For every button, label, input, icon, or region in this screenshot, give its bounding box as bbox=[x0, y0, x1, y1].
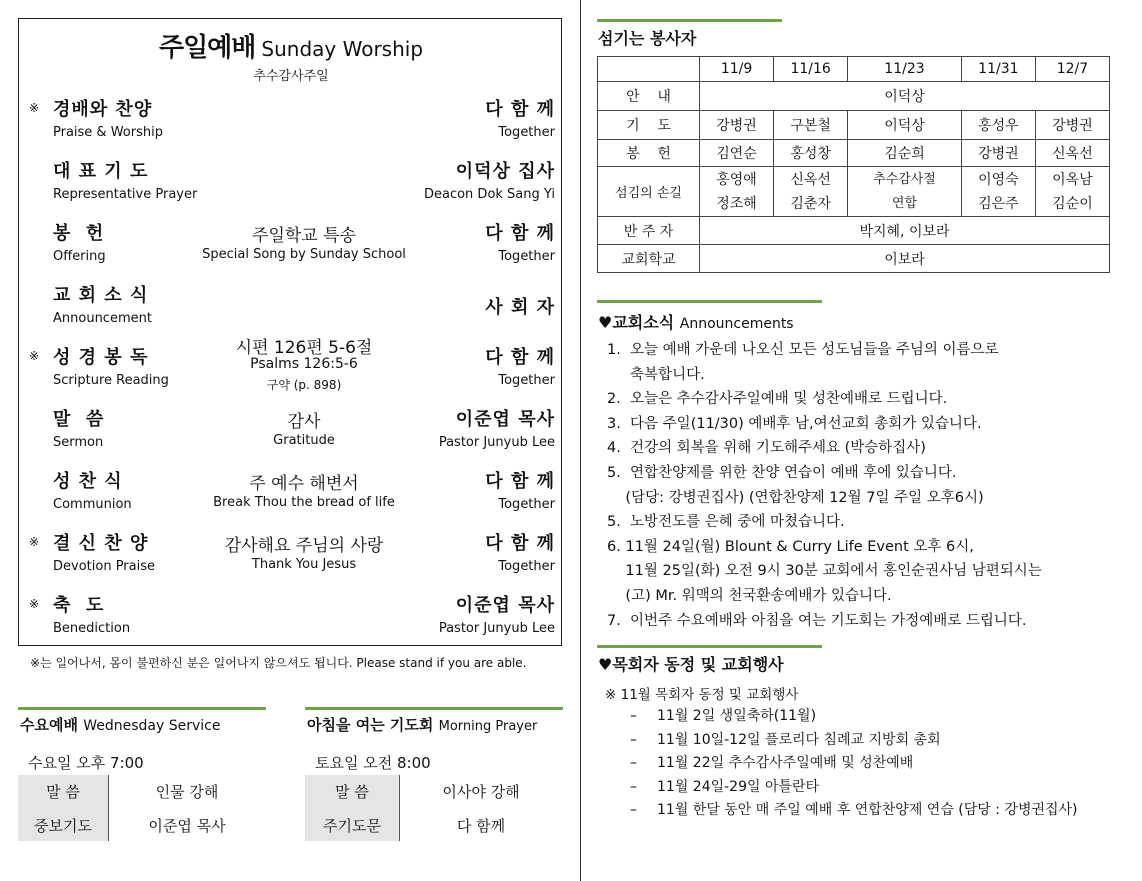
hands-name: 김은주 bbox=[978, 195, 1019, 212]
hands-name: 추수감사절 bbox=[873, 171, 936, 187]
item-detail-en: Break Thou the bread of life bbox=[213, 495, 395, 510]
offering-label: 봉 헌 bbox=[598, 140, 700, 167]
pastor-item: – 11월 10일-12일 플로리다 침례교 지방회 총회 bbox=[630, 731, 941, 748]
item-leader-ko: 다 함 께 bbox=[485, 223, 555, 244]
worship-order-box bbox=[18, 18, 562, 646]
announcement-line: 6. 11월 24일(월) Blount & Curry Life Event 오후 6시, bbox=[607, 538, 974, 555]
hands-name: 연합 bbox=[891, 195, 918, 211]
worship-item bbox=[19, 591, 563, 651]
hands-cell bbox=[1035, 167, 1109, 217]
worship-item bbox=[19, 157, 563, 217]
hands-name: 이영숙 bbox=[978, 171, 1019, 188]
item-title-en: Representative Prayer bbox=[53, 187, 198, 202]
hands-name: 신옥선 bbox=[790, 171, 831, 188]
item-detail-ko: 주일학교 특송 bbox=[252, 226, 356, 246]
date-cell: 11/16 bbox=[774, 57, 848, 82]
item-detail-ko: 감사 bbox=[287, 412, 321, 432]
announcements-bar bbox=[597, 300, 822, 303]
pastor-item: – 11월 22일 추수감사주일예배 및 성찬예배 bbox=[630, 755, 914, 771]
morning-time: 토요일 오전 8:00 bbox=[315, 754, 431, 772]
announcement-line: 1. 오늘 예배 가운데 나오신 모든 성도님들을 주님의 이름으로 bbox=[607, 342, 999, 358]
wednesday-table bbox=[18, 775, 266, 841]
servants-title: 섬기는 봉사자 bbox=[598, 29, 697, 48]
pastor-bar bbox=[597, 645, 822, 648]
hands-name: 이옥남 bbox=[1052, 171, 1093, 188]
item-title-ko: 성 경 봉 독 bbox=[53, 347, 149, 368]
worship-item bbox=[19, 281, 563, 341]
servants-dates-row bbox=[598, 57, 1110, 82]
item-title-en: Benediction bbox=[53, 621, 131, 636]
hands-name: 정조해 bbox=[716, 195, 757, 212]
morning-title-ko: 아침을 여는 기도회 bbox=[307, 716, 434, 734]
usher-label: 안 내 bbox=[598, 82, 700, 111]
worship-subtitle: 추수감사주일 bbox=[253, 69, 329, 84]
pastor-item: – 11월 한달 동안 매 주일 예배 후 연합찬양제 연습 (담당 : 강병권집사) bbox=[630, 802, 1078, 818]
item-leader-en: Together bbox=[498, 497, 555, 512]
item-leader-ko: 이준엽 목사 bbox=[455, 409, 555, 430]
item-title-ko: 말 씀 bbox=[53, 409, 105, 430]
hands-row bbox=[598, 167, 1110, 217]
usher-row bbox=[598, 82, 1110, 111]
wednesday-bar bbox=[18, 707, 266, 710]
item-leader-ko: 다 함 께 bbox=[485, 533, 555, 554]
item-title-en: Devotion Praise bbox=[53, 559, 155, 574]
hands-name: 홍영애 bbox=[716, 171, 757, 188]
page-divider bbox=[580, 0, 581, 881]
prayer-row bbox=[598, 111, 1110, 140]
morning-value-1: 다 함께 bbox=[456, 817, 506, 835]
announcement-line: 5. 노방전도를 은혜 중에 마쳤습니다. bbox=[607, 514, 845, 531]
accomp-label: 반 주 자 bbox=[598, 217, 700, 245]
wednesday-title-en: Wednesday Service bbox=[83, 718, 221, 734]
accomp-value: 박지혜, 이보라 bbox=[700, 217, 1110, 245]
pastor-subtitle: ※ 11월 목회자 동정 및 교회행사 bbox=[605, 687, 799, 703]
wednesday-time: 수요일 오후 7:00 bbox=[28, 754, 144, 772]
item-detail-ko: 주 예수 해변서 bbox=[249, 474, 359, 494]
announcements-title-en: Announcements bbox=[679, 316, 794, 332]
prayer-cell: 홍성우 bbox=[961, 111, 1035, 140]
prayer-label: 기 도 bbox=[598, 111, 700, 140]
servants-table bbox=[597, 56, 1110, 273]
date-cell: 11/9 bbox=[700, 57, 774, 82]
item-detail-ko: 감사해요 주님의 사랑 bbox=[224, 536, 384, 556]
worship-title bbox=[19, 27, 563, 64]
offering-row bbox=[598, 140, 1110, 167]
prayer-cell: 강병권 bbox=[1035, 111, 1109, 140]
item-detail-en: Gratitude bbox=[273, 433, 335, 448]
wednesday-value-0: 인물 강해 bbox=[155, 783, 219, 801]
item-leader-en: Together bbox=[498, 373, 555, 388]
wednesday-label-0: 말 씀 bbox=[46, 783, 80, 801]
wednesday-title bbox=[20, 714, 220, 735]
hands-cell bbox=[961, 167, 1035, 217]
worship-item bbox=[19, 467, 563, 527]
offering-cell: 강병권 bbox=[961, 140, 1035, 167]
item-detail-extra: 구약 (p. 898) bbox=[266, 378, 342, 392]
pastor-item: – 11월 2일 생일축하(11월) bbox=[630, 708, 817, 724]
hands-cell bbox=[700, 167, 774, 217]
worship-item bbox=[19, 338, 563, 403]
item-leader-ko: 다 함 께 bbox=[485, 471, 555, 492]
announcements-title bbox=[598, 310, 794, 333]
usher-value: 이덕상 bbox=[700, 82, 1110, 111]
item-title-ko: 봉 헌 bbox=[53, 223, 105, 244]
announcement-line: 11월 25일(화) 오전 9시 30분 교회에서 홍인순권사님 남편되시는 bbox=[607, 563, 1042, 580]
morning-label-1: 주기도문 bbox=[323, 817, 381, 835]
item-leader-ko: 사 회 자 bbox=[485, 297, 555, 318]
servants-bar bbox=[597, 19, 782, 22]
item-leader-ko: 이준엽 목사 bbox=[455, 595, 555, 616]
announcement-line: 5. 연합찬양제를 위한 찬양 연습이 예배 후에 있습니다. bbox=[607, 464, 957, 481]
item-title-ko: 성 찬 식 bbox=[53, 471, 123, 492]
item-title-en: Offering bbox=[53, 249, 106, 264]
item-leader-en: Together bbox=[498, 559, 555, 574]
stand-mark: ※ bbox=[29, 349, 40, 363]
hands-name: 김순이 bbox=[1052, 195, 1093, 212]
wednesday-title-ko: 수요예배 bbox=[20, 716, 78, 734]
prayer-cell: 구본철 bbox=[774, 111, 848, 140]
date-cell: 11/31 bbox=[961, 57, 1035, 82]
worship-title-en: Sunday Worship bbox=[261, 37, 424, 61]
date-cell: 11/23 bbox=[848, 57, 962, 82]
announcements-list bbox=[607, 338, 1127, 633]
item-detail-en: Psalms 126:5-6 bbox=[250, 356, 358, 372]
morning-label-0: 말 씀 bbox=[335, 783, 369, 801]
item-title-ko: 교 회 소 식 bbox=[53, 285, 149, 306]
item-leader-en: Pastor Junyub Lee bbox=[438, 621, 555, 636]
worship-item bbox=[19, 405, 563, 465]
item-title-en: Praise & Worship bbox=[53, 125, 163, 140]
standing-note: ※는 일어나서, 몸이 불편하신 분은 일어나지 않으셔도 됩니다. Please stand if you are able. bbox=[30, 656, 527, 670]
item-title-en: Sermon bbox=[53, 435, 104, 450]
accomp-row bbox=[598, 217, 1110, 245]
pastor-item: – 11월 24일-29일 아틀란타 bbox=[630, 778, 820, 795]
worship-item bbox=[19, 219, 563, 279]
school-label: 교회학교 bbox=[598, 245, 700, 273]
stand-mark: ※ bbox=[29, 101, 40, 115]
item-leader-en: Pastor Junyub Lee bbox=[438, 435, 555, 450]
item-title-ko: 결 신 찬 양 bbox=[53, 533, 149, 554]
morning-title-en: Morning Prayer bbox=[438, 719, 538, 734]
heart-icon: ♥ bbox=[598, 655, 613, 674]
item-detail-ko: 시편 126편 5-6절 bbox=[235, 338, 373, 358]
item-title-en: Scripture Reading bbox=[53, 373, 169, 388]
item-title-en: Announcement bbox=[53, 311, 152, 326]
morning-title bbox=[307, 714, 537, 735]
hands-cell bbox=[848, 167, 962, 217]
item-leader-ko: 다 함 께 bbox=[485, 347, 555, 368]
item-leader-ko: 다 함 께 bbox=[485, 99, 555, 120]
hands-label: 섬김의 손길 bbox=[598, 167, 700, 217]
pastor-title bbox=[598, 652, 784, 675]
worship-item bbox=[19, 95, 563, 155]
item-title-en: Communion bbox=[53, 497, 132, 512]
item-leader-en: Together bbox=[498, 125, 555, 140]
stand-mark: ※ bbox=[29, 597, 40, 611]
announcement-line: 4. 건강의 회복을 위해 기도해주세요 (박승하집사) bbox=[607, 440, 926, 457]
wednesday-label-1: 중보기도 bbox=[34, 817, 92, 835]
school-row bbox=[598, 245, 1110, 273]
item-detail-en: Thank You Jesus bbox=[251, 557, 357, 572]
announcement-line: 7. 이번주 수요예배와 아침을 여는 기도회는 가정예배로 드립니다. bbox=[607, 612, 1027, 629]
worship-item bbox=[19, 529, 563, 589]
date-cell: 12/7 bbox=[1035, 57, 1109, 82]
announcement-line: 축복합니다. bbox=[607, 366, 705, 383]
pastor-title-text: 목회자 동정 및 교회행사 bbox=[612, 655, 784, 674]
item-leader-en: Together bbox=[498, 249, 555, 264]
announcements-title-ko: 교회소식 bbox=[612, 313, 675, 332]
pastor-list bbox=[630, 705, 1130, 823]
heart-icon: ♥ bbox=[598, 313, 613, 332]
hands-name: 김춘자 bbox=[790, 195, 831, 212]
item-leader-en: Deacon Dok Sang Yi bbox=[423, 187, 555, 202]
hands-cell bbox=[774, 167, 848, 217]
wednesday-value-1: 이준엽 목사 bbox=[148, 817, 226, 835]
school-value: 이보라 bbox=[700, 245, 1110, 273]
item-detail-en: Special Song by Sunday School bbox=[202, 247, 406, 262]
announcement-line: (담당: 강병권집사) (연합찬양제 12월 7일 주일 오후6시) bbox=[607, 489, 984, 506]
morning-table bbox=[305, 775, 563, 841]
stand-mark: ※ bbox=[29, 535, 40, 549]
morning-bar bbox=[305, 707, 563, 710]
worship-title-ko: 주일예배 bbox=[158, 33, 256, 63]
offering-cell: 김순희 bbox=[848, 140, 962, 167]
item-title-ko: 축 도 bbox=[53, 595, 105, 616]
item-title-ko: 경배와 찬양 bbox=[53, 99, 153, 120]
offering-cell: 김연순 bbox=[700, 140, 774, 167]
prayer-cell: 강병권 bbox=[700, 111, 774, 140]
offering-cell: 신옥선 bbox=[1035, 140, 1109, 167]
announcement-line: 2. 오늘은 추수감사주일예배 및 성찬예배로 드립니다. bbox=[607, 391, 948, 408]
offering-cell: 홍성창 bbox=[774, 140, 848, 167]
morning-value-0: 이사야 강해 bbox=[442, 783, 520, 801]
item-title-ko: 대 표 기 도 bbox=[53, 161, 149, 182]
announcement-line: (고) Mr. 워맥의 천국환송예배가 있습니다. bbox=[607, 587, 892, 604]
item-leader-ko: 이덕상 집사 bbox=[455, 161, 555, 182]
prayer-cell: 이덕상 bbox=[848, 111, 962, 140]
announcement-line: 3. 다음 주일(11/30) 예배후 남,여선교회 총회가 있습니다. bbox=[607, 415, 982, 432]
